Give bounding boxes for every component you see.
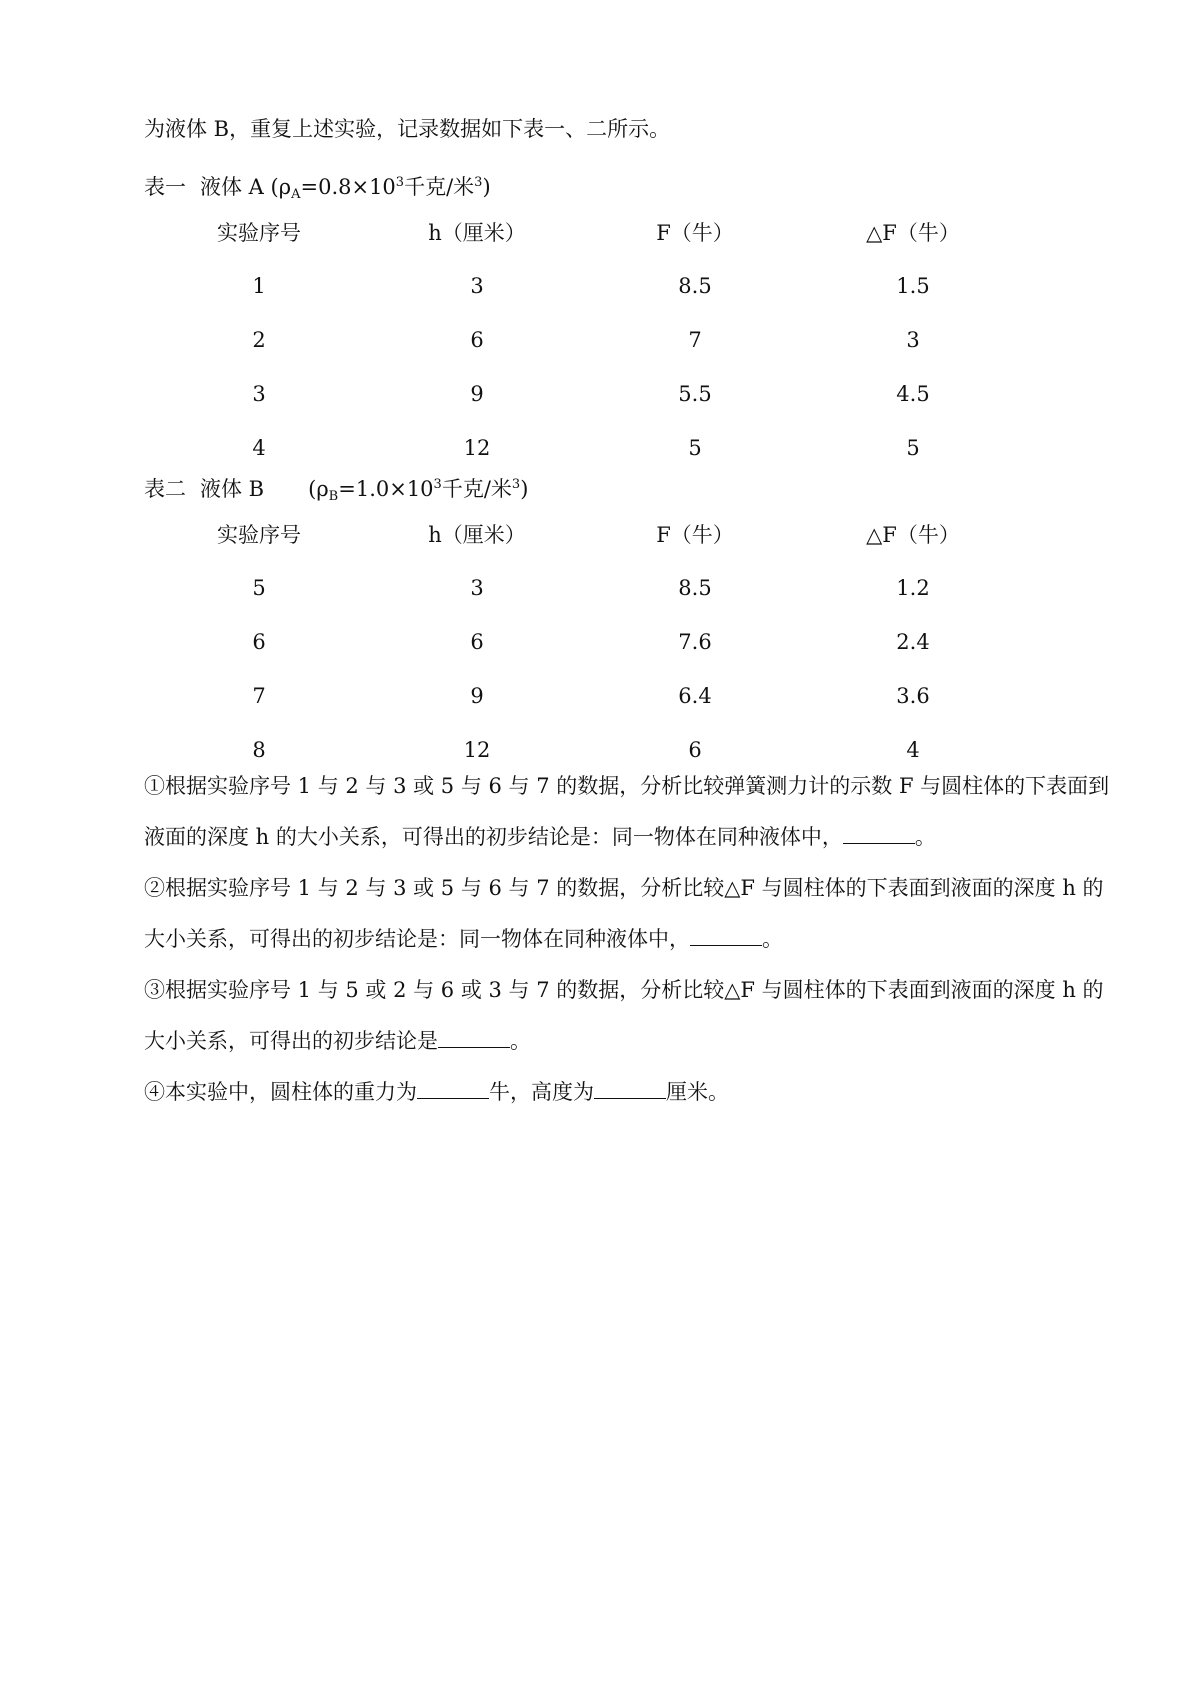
table1: [150, 205, 1022, 475]
table-row: [150, 313, 1022, 367]
table-row: [150, 421, 1022, 475]
table-cell: 3.6: [896, 684, 930, 708]
table2-rho-sub: B: [328, 489, 339, 504]
table2-caption: [144, 470, 528, 512]
table2-label: 表二: [144, 477, 186, 501]
table2-close-paren: ): [520, 477, 529, 501]
table-row: [150, 259, 1022, 313]
table-cell: 7.6: [678, 630, 712, 654]
table1-unit: 千克/米: [404, 175, 475, 199]
question-2-line-1: ②根据实验序号 1 与 2 与 3 或 5 与 6 与 7 的数据，分析比较△F 与圆柱体的下表面到液面的深度 h 的: [144, 876, 1104, 900]
table-cell: 2: [252, 328, 266, 352]
question-4-text-b: 牛，高度为: [489, 1080, 594, 1104]
table1-rho-value: =0.8×10: [300, 175, 396, 199]
table2-liquid: 液体 B: [200, 477, 265, 501]
table-header-cell: 实验序号: [217, 221, 301, 245]
table-row: [150, 561, 1022, 615]
table-cell: 7: [688, 328, 702, 352]
table-cell: 4: [252, 436, 266, 460]
table1-caption: [144, 168, 491, 210]
question-3-line-1: ③根据实验序号 1 与 5 或 2 与 6 或 3 与 7 的数据，分析比较△F 与圆柱体的下表面到液面的深度 h 的: [144, 978, 1104, 1002]
table-cell: 5.5: [678, 382, 712, 406]
answer-blank-height[interactable]: [594, 1078, 666, 1099]
table-cell: 3: [252, 382, 266, 406]
answer-blank-weight[interactable]: [417, 1078, 489, 1099]
question-4-line: [144, 1077, 729, 1107]
table-cell: 1.5: [896, 274, 930, 298]
table1-liquid: 液体 A: [200, 175, 264, 199]
table1-open-paren: (: [270, 175, 279, 199]
table-cell: 3: [470, 576, 484, 600]
table1-header-row: [150, 205, 1022, 259]
table-cell: 1.2: [896, 576, 930, 600]
table-cell: 8.5: [678, 576, 712, 600]
question-4-text-a: ④本实验中，圆柱体的重力为: [144, 1080, 417, 1104]
table-cell: 1: [252, 274, 266, 298]
table1-close-paren: ): [482, 175, 491, 199]
table-cell: 7: [252, 684, 266, 708]
table-cell: 5: [252, 576, 266, 600]
table-cell: 8: [252, 738, 266, 762]
question-2-line-2: [144, 924, 783, 954]
table-row: [150, 723, 1022, 777]
table-cell: 3: [906, 328, 920, 352]
answer-blank-2[interactable]: [690, 925, 762, 946]
table-cell: 4.5: [896, 382, 930, 406]
table-cell: 9: [470, 684, 484, 708]
table-cell: 4: [906, 738, 920, 762]
intro-text: 为液体 B，重复上述实验，记录数据如下表一、二所示。: [144, 117, 671, 141]
table-header-cell: h（厘米）: [428, 523, 526, 547]
table-cell: 5: [906, 436, 920, 460]
question-4-text-c: 厘米。: [666, 1080, 729, 1104]
answer-blank-3[interactable]: [438, 1027, 510, 1048]
question-1-line-2: [144, 822, 936, 852]
question-3-end: 。: [510, 1029, 531, 1053]
question-1-text: 液面的深度 h 的大小关系，可得出的初步结论是：同一物体在同种液体中，: [144, 825, 843, 849]
question-3-text: 大小关系，可得出的初步结论是: [144, 1029, 438, 1053]
table1-rho-exp: 3: [395, 175, 405, 190]
table-header-cell: 实验序号: [217, 523, 301, 547]
table1-unit-exp: 3: [474, 175, 483, 190]
answer-blank-1[interactable]: [843, 823, 915, 844]
table-row: [150, 615, 1022, 669]
table-header-cell: h（厘米）: [428, 221, 526, 245]
table-cell: 9: [470, 382, 484, 406]
table1-label: 表一: [144, 175, 186, 199]
table-cell: 6: [688, 738, 702, 762]
table-cell: 6: [252, 630, 266, 654]
table-cell: 3: [470, 274, 484, 298]
table-header-cell: △F（牛）: [866, 523, 960, 547]
question-1-end: 。: [914, 825, 936, 849]
question-1-line-1: ①根据实验序号 1 与 2 与 3 或 5 与 6 与 7 的数据，分析比较弹簧测力计的示数 F 与圆柱体的下表面到: [144, 774, 1110, 798]
table-row: [150, 367, 1022, 421]
table2-unit: 千克/米: [441, 477, 512, 501]
table1-rho-symbol: ρ: [278, 175, 292, 199]
table2-open-paren: (: [308, 477, 317, 501]
table2-rho-value: =1.0×10: [338, 477, 434, 501]
table-header-cell: △F（牛）: [866, 221, 960, 245]
table1-rho-sub: A: [291, 187, 301, 202]
table-cell: 8.5: [678, 274, 712, 298]
table2-rho-symbol: ρ: [316, 477, 329, 501]
table2-unit-exp: 3: [511, 477, 521, 492]
table-cell: 12: [463, 436, 491, 460]
table-cell: 2.4: [896, 630, 930, 654]
question-2-end: 。: [762, 927, 783, 951]
table-cell: 5: [688, 436, 702, 460]
table-cell: 12: [463, 738, 491, 762]
table-cell: 6: [470, 630, 484, 654]
table2-header-row: [150, 507, 1022, 561]
table-row: [150, 669, 1022, 723]
table2-rho-exp: 3: [433, 477, 442, 492]
question-2-text: 大小关系，可得出的初步结论是：同一物体在同种液体中，: [144, 927, 690, 951]
question-3-line-2: [144, 1026, 531, 1056]
table-header-cell: F（牛）: [656, 523, 734, 547]
table2: [150, 507, 1022, 777]
table-cell: 6.4: [678, 684, 712, 708]
table-cell: 6: [470, 328, 484, 352]
table-header-cell: F（牛）: [656, 221, 734, 245]
